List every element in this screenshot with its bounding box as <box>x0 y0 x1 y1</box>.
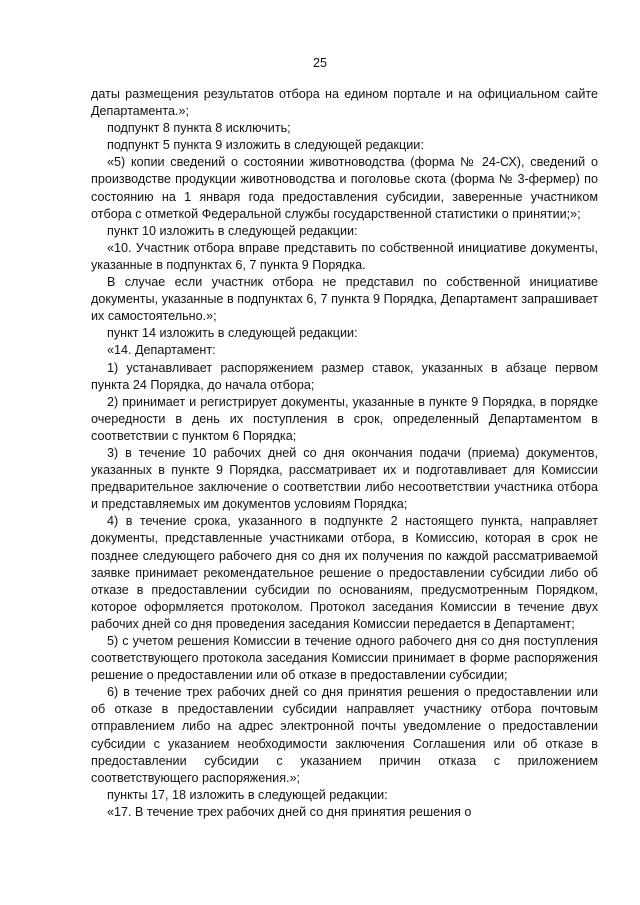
document-body <box>91 86 598 821</box>
paragraph: подпункт 8 пункта 8 исключить; <box>107 121 291 136</box>
paragraph: 2) принимает и регистрирует документы, указанные в пункте 9 Порядка, в порядке очередности в день их поступления в срок, определенный Департаментом в соответствии с пунктом 6 Порядка; <box>91 394 598 443</box>
paragraph: 4) в течение срока, указанного в подпункте 2 настоящего пункта, направляет документы, представленные участниками отбора, в Комиссию, которая в срок не позднее следующего рабочего дня со дня их получения по каждой рассматриваемой заявке принимает рекомендательное решение о предоставлении субсидии либо об отказе в предоставлении субсидии по основаниям, предусмотренным Порядком, которое оформляется протоколом. Протокол заседания Комиссии в течение двух рабочих дней со дня проведения заседания Комиссии передается в Департамент; <box>91 514 598 631</box>
paragraph: даты размещения результатов отбора на едином портале и на официальном сайте Департамента.»; <box>91 87 598 119</box>
page-number: 25 <box>313 56 327 70</box>
paragraph: пункты 17, 18 изложить в следующей редакции: <box>107 787 388 802</box>
paragraph: «14. Департамент: <box>107 343 216 358</box>
paragraph: В случае если участник отбора не представил по собственной инициативе документы, указанные в подпунктах 6, 7 пункта 9 Порядка, Департамент запрашивает их самостоятельно.»; <box>91 275 598 324</box>
paragraph: пункт 10 изложить в следующей редакции: <box>107 223 358 238</box>
paragraph: «5) копии сведений о состоянии животноводства (форма № 24-СХ), сведений о производстве продукции животноводства и поголовье скота (форма № 3-фермер) по состоянию на 1 января года предоставления субсидии, заверенные участником отбора с отметкой Федеральной службы государственной статистики о принятии;»; <box>91 155 598 221</box>
paragraph: «10. Участник отбора вправе представить по собственной инициативе документы, указанные в подпунктах 6, 7 пункта 9 Порядка. <box>91 240 598 272</box>
paragraph: 6) в течение трех рабочих дней со дня принятия решения о предоставлении или об отказе в предоставлении субсидии направляет участнику отбора почтовым отправлением либо на адрес электронной почты уведомление о предоставлении субсидии с указанием необходимости заключения Соглашения или об отказе в предоставлении субсидии с указанием причин отказа с приложением соответствующего распоряжения.»; <box>91 685 598 785</box>
paragraph: 1) устанавливает распоряжением размер ставок, указанных в абзаце первом пункта 24 Порядка, до начала отбора; <box>91 360 598 392</box>
paragraph: 5) с учетом решения Комиссии в течение одного рабочего дня со дня поступления соответствующего протокола заседания Комиссии принимает в форме распоряжения решение о предоставлении или об отказе в предоставлении субсидии; <box>91 634 598 683</box>
paragraph: подпункт 5 пункта 9 изложить в следующей редакции: <box>107 138 424 153</box>
paragraph: пункт 14 изложить в следующей редакции: <box>107 326 358 341</box>
paragraph: 3) в течение 10 рабочих дней со дня окончания подачи (приема) документов, указанных в пункте 9 Порядка, рассматривает их и подготавливает для Комиссии предварительное заключение о соответствии либо несоответствии участника отбора и представляемых им документов условиям Порядка; <box>91 445 598 512</box>
paragraph: «17. В течение трех рабочих дней со дня принятия решения о <box>107 804 472 819</box>
